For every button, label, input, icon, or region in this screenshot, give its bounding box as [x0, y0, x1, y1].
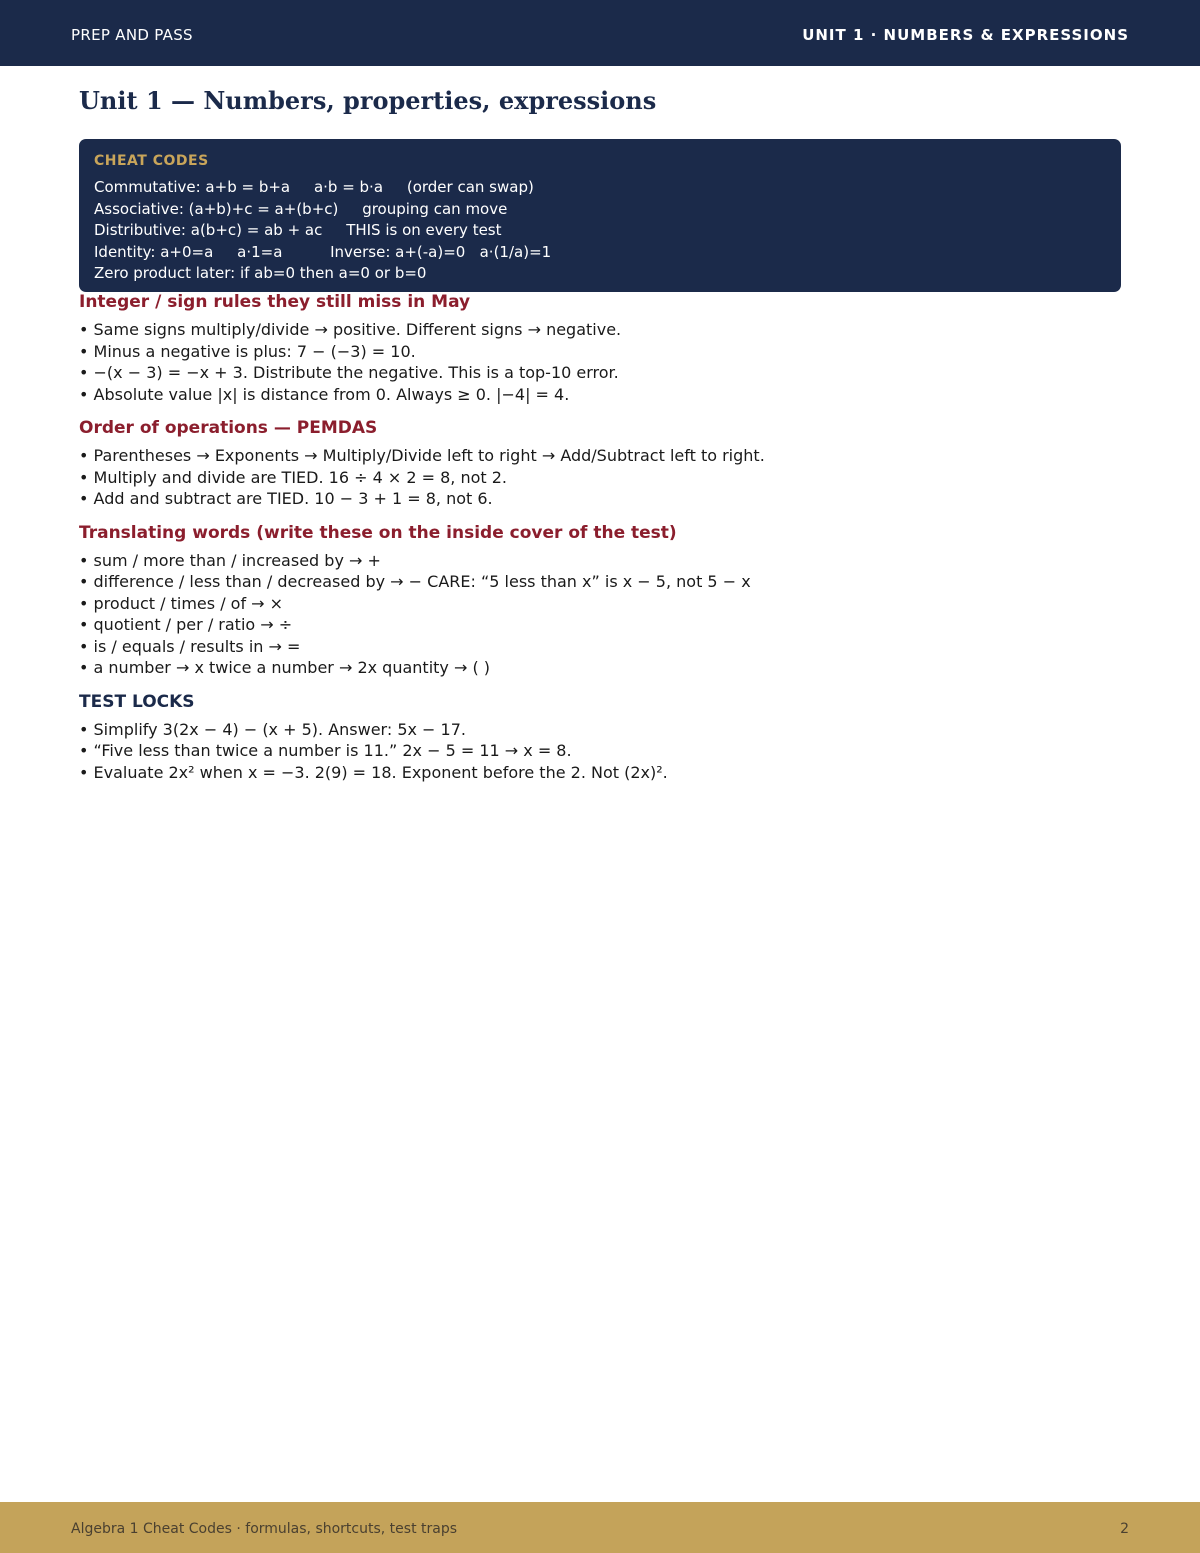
page-header — [0, 0, 1200, 66]
cheat-code-line: Commutative: a+b = b+a a·b = b·a (order can swap) — [94, 178, 534, 196]
section-translating-words — [79, 522, 1121, 679]
content-sections — [79, 291, 1121, 795]
list-item: • is / equals / results in → = — [79, 636, 301, 656]
list-item: • Simplify 3(2x − 4) − (x + 5). Answer: 5x − 17. — [79, 719, 466, 739]
list-item: • quotient / per / ratio → ÷ — [79, 615, 293, 634]
list-item: • Parentheses → Exponents → Multiply/Divide left to right → Add/Subtract left to right. — [79, 446, 765, 465]
unit-label: UNIT 1 · NUMBERS & EXPRESSIONS — [802, 26, 1129, 44]
cheat-code-line: Identity: a+0=a a·1=a Inverse: a+(-a)=0 a·(1/a)=1 — [94, 242, 552, 261]
list-item: • Minus a negative is plus: 7 − (−3) = 10. — [79, 341, 416, 361]
list-item: • −(x − 3) = −x + 3. Distribute the negative. This is a top-10 error. — [79, 363, 619, 382]
section-heading: Order of operations — PEMDAS — [79, 418, 378, 438]
cheat-code-line: Associative: (a+b)+c = a+(b+c) grouping can move — [94, 199, 508, 218]
cheat-code-line: Distributive: a(b+c) = ab + ac THIS is on every test — [94, 221, 502, 239]
bullet-list — [79, 445, 1121, 510]
list-item: • product / times / of → × — [79, 593, 284, 613]
section-order-of-operations — [79, 417, 1121, 510]
list-item: • Same signs multiply/divide → positive. Different signs → negative. — [79, 320, 622, 339]
bullet-list — [79, 319, 1121, 405]
bullet-list — [79, 719, 1121, 784]
list-item: • Absolute value |x| is distance from 0. Always ≥ 0. |−4| = 4. — [79, 384, 570, 404]
page-title: Unit 1 — Numbers, properties, expressions — [79, 86, 657, 115]
list-item: • a number → x twice a number → 2x quantity → ( ) — [79, 658, 491, 677]
list-item: • difference / less than / decreased by → − CARE: “5 less than x” is x − 5, not 5 − x — [79, 572, 751, 591]
cheat-codes-label: CHEAT CODES — [94, 153, 209, 169]
page-footer — [0, 1502, 1200, 1553]
page-number: 2 — [1120, 1521, 1129, 1537]
list-item: • “Five less than twice a number is 11.” 2x − 5 = 11 → x = 8. — [79, 741, 572, 760]
list-item: • Evaluate 2x² when x = −3. 2(9) = 18. Exponent before the 2. Not (2x)². — [79, 762, 668, 782]
section-test-locks — [79, 691, 1121, 784]
section-heading: Translating words (write these on the inside cover of the test) — [79, 522, 677, 543]
section-heading: TEST LOCKS — [79, 691, 195, 712]
cheat-codes-box — [79, 139, 1121, 292]
list-item: • sum / more than / increased by → + — [79, 550, 381, 570]
section-heading: Integer / sign rules they still miss in May — [79, 292, 471, 312]
section-sign-rules — [79, 291, 1121, 405]
list-item: • Add and subtract are TIED. 10 − 3 + 1 = 8, not 6. — [79, 489, 493, 508]
list-item: • Multiply and divide are TIED. 16 ÷ 4 × 2 = 8, not 2. — [79, 467, 507, 487]
cheat-code-line: Zero product later: if ab=0 then a=0 or b=0 — [94, 264, 427, 282]
brand-name: PREP AND PASS — [71, 26, 193, 44]
bullet-list — [79, 550, 1121, 679]
footer-text: Algebra 1 Cheat Codes · formulas, shortcuts, test traps — [71, 1521, 458, 1537]
